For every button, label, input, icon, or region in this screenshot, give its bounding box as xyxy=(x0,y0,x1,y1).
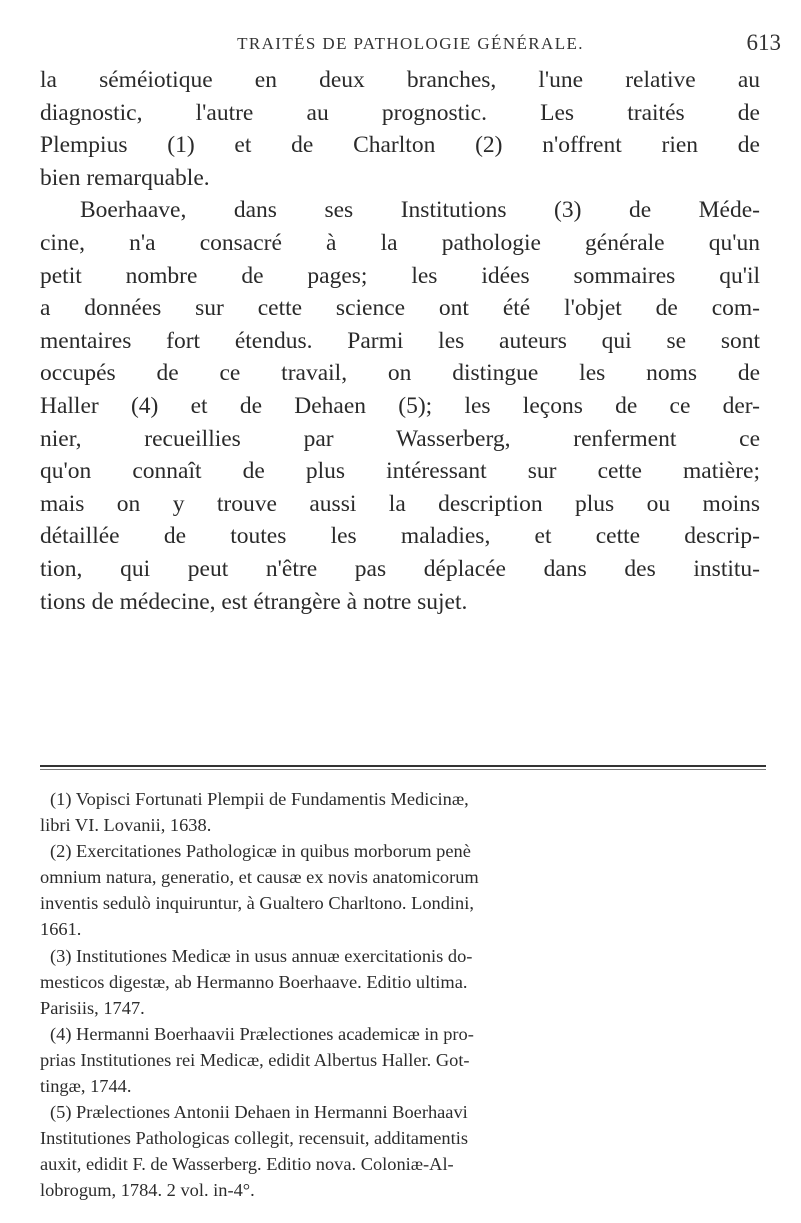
footnote-line: prias Institutiones rei Medicæ, edidit Albertus Haller. Got- xyxy=(40,1049,470,1070)
text-line: Haller (4) et de Dehaen (5); les leçons de ce der- xyxy=(40,392,760,419)
footnote-line: omnium natura, generatio, et causæ ex novis anatomicorum xyxy=(40,867,479,888)
text-line: mais on y trouve aussi la description plus ou moins xyxy=(40,490,760,517)
text-line: diagnostic, l'autre au prognostic. Les traités de xyxy=(40,99,760,126)
footnote-line: (2) Exercitationes Pathologicæ in quibus morborum penè xyxy=(50,841,471,862)
footnote-line: (3) Institutiones Medicæ in usus annuæ exercitationis do- xyxy=(50,945,473,966)
footnote-line: (5) Prælectiones Antonii Dehaen in Hermanni Boerhaavi xyxy=(50,1102,468,1123)
footnote-line: Parisiis, 1747. xyxy=(40,997,145,1018)
footnote-line: inventis sedulò inquiruntur, à Gualtero Charltono. Londini, xyxy=(40,893,474,914)
footnote-line: Institutiones Pathologicas collegit, recensuit, additamentis xyxy=(40,1128,469,1149)
text-line: petit nombre de pages; les idées sommaires qu'il xyxy=(40,262,760,289)
text-line: mentaires fort étendus. Parmi les auteurs qui se sont xyxy=(40,327,760,354)
footnotes xyxy=(40,786,768,1204)
text-line: tions de médecine, est étrangère à notre sujet. xyxy=(40,588,468,615)
text-line: occupés de ce travail, on distingue les noms de xyxy=(40,360,760,387)
text-line: bien remarquable. xyxy=(40,164,210,191)
footnote-line: lobrogum, 1784. 2 vol. in-4°. xyxy=(40,1180,255,1201)
text-line: a données sur cette science ont été l'objet de com- xyxy=(40,295,760,322)
footnote-line: mesticos digestæ, ab Hermanno Boerhaave. Editio ultima. xyxy=(40,971,468,992)
footnote-line: (1) Vopisci Fortunati Plempii de Fundamentis Medicinæ, xyxy=(50,789,469,809)
text-line: Plempius (1) et de Charlton (2) n'offrent rien de xyxy=(40,132,760,159)
text-line: qu'on connaît de plus intéressant sur cette matière; xyxy=(40,458,760,485)
text-line: Boerhaave, dans ses Institutions (3) de Méde- xyxy=(80,197,760,224)
footnote-line: (4) Hermanni Boerhaavii Prælectiones academicæ in pro- xyxy=(50,1023,474,1044)
page-number: 613 xyxy=(746,30,781,55)
footnote-line: libri VI. Lovanii, 1638. xyxy=(40,815,212,836)
running-head xyxy=(40,30,781,58)
footnote-line: 1661. xyxy=(40,919,82,940)
main-text xyxy=(40,64,760,618)
footnote-line: tingæ, 1744. xyxy=(40,1076,132,1097)
running-title: TRAITÉS DE PATHOLOGIE GÉNÉRALE. xyxy=(237,34,584,53)
footnote-separator-rule xyxy=(40,765,766,770)
text-line: tion, qui peut n'être pas déplacée dans des institu- xyxy=(40,555,760,582)
text-line: cine, n'a consacré à la pathologie générale qu'un xyxy=(40,229,760,256)
text-line: nier, recueillies par Wasserberg, renferment ce xyxy=(40,425,760,452)
text-line: la séméiotique en deux branches, l'une relative au xyxy=(40,67,760,93)
footnote-line: auxit, edidit F. de Wasserberg. Editio nova. Coloniæ-Al- xyxy=(40,1154,454,1175)
text-line: détaillée de toutes les maladies, et cette descrip- xyxy=(40,523,760,550)
